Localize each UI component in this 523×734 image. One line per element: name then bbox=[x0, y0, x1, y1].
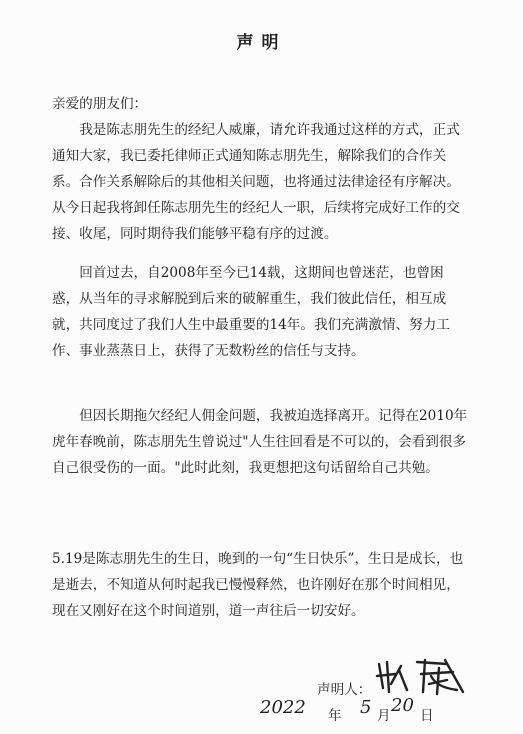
handwritten-signature bbox=[373, 654, 473, 696]
date-day: 20 bbox=[391, 695, 414, 716]
signature-label: 声明人： bbox=[317, 682, 372, 698]
date-day-unit: 日 bbox=[420, 708, 434, 724]
date-year: 2022 bbox=[260, 697, 306, 718]
date-year-unit: 年 bbox=[328, 708, 342, 724]
paragraph-3: 但因长期拖欠经纪人佣金问题，我被迫选择离开。记得在2010年虎年春晚前，陈志朋先生曾说过"人生往回看是不可以的，会看到很多自己很受伤的一面。"此时此刻，我更想把这句话留给自己共勉。 bbox=[52, 408, 468, 476]
paragraph-1: 我是陈志朋先生的经纪人威廉，请允许我通过这样的方式，正式通知大家，我已委托律师正式通知陈志朋先生，解除我们的合作关系。合作关系解除后的其他相关问题，也将通过法律途径有序解决。从今日起我将卸任陈志朋先生的经纪人一职，后续将完成好工作的交接、收尾，同时期待我们能够平稳有序的过渡。 bbox=[52, 122, 460, 242]
paragraph-2: 回首过去，自2008年至今已14载，这期间也曾迷茫，也曾困惑，从当年的寻求解脱到后来的破解重生，我们彼此信任，相互成就，共同度过了我们人生中最重要的14年。我们充满激情、努力工作、事业蒸蒸日上，获得了无数粉丝的信任与支持。 bbox=[52, 265, 450, 359]
document-title: 声明 bbox=[236, 33, 287, 53]
date-month: 5 bbox=[360, 697, 372, 718]
paragraph-4: 5.19是陈志朋先生的生日，晚到的一句“生日快乐”，生日是成长，也是逝去，不知道从何时起我已慢慢释然，也许刚好在那个时间相见，现在又刚好在这个时间道别，道一声往后一切安好。 bbox=[52, 551, 464, 619]
date-line bbox=[260, 695, 450, 729]
greeting: 亲爱的朋友们： bbox=[52, 96, 148, 112]
date-month-unit: 月 bbox=[377, 708, 391, 724]
